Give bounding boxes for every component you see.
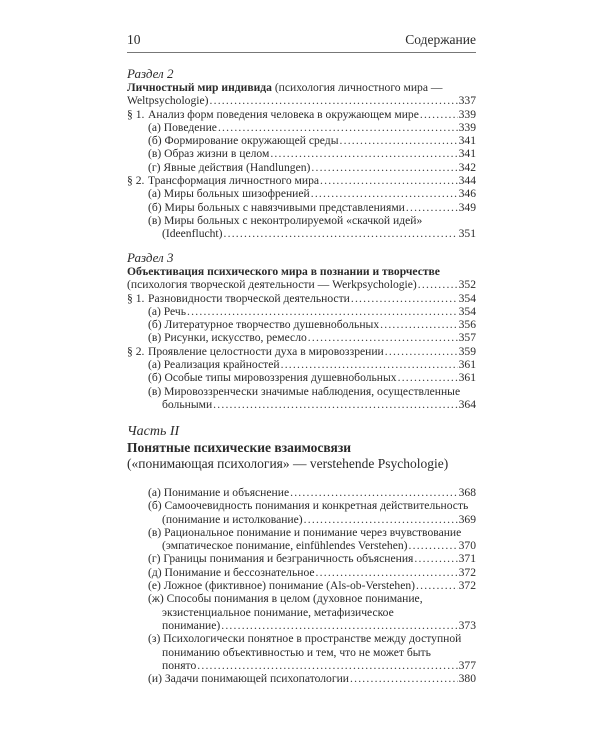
entry-text: (а) Понимание и объяснение	[148, 486, 290, 499]
toc-entry[interactable]	[127, 345, 476, 358]
entry-text: (г) Границы понимания и безграничность объяснения	[148, 552, 414, 566]
toc-entry[interactable]	[127, 278, 476, 291]
entry-text: (эмпатическое понимание, einfühlendes Verstehen)	[162, 539, 408, 553]
leader-dots	[218, 121, 458, 134]
toc-entry[interactable]	[127, 161, 476, 174]
entry-page: 341	[458, 147, 476, 161]
leader-dots	[197, 659, 457, 672]
leader-dots	[213, 398, 457, 411]
entry-title: Проявление целостности духа в мировоззрении	[148, 344, 384, 358]
toc-entry[interactable]	[127, 579, 476, 592]
section-label: Раздел 3	[127, 250, 174, 265]
entry-page: 370	[458, 539, 476, 553]
section-label: Раздел 2	[127, 66, 174, 81]
leader-dots	[311, 161, 457, 174]
entry-title: Разновидности творческой деятельности	[148, 291, 350, 305]
leader-dots	[187, 305, 458, 318]
entry-page: 357	[458, 331, 476, 345]
entry-text: (понимание и истолкование)	[162, 512, 303, 526]
entry-text: (д) Понимание и бессознательное	[148, 565, 315, 579]
entry-text: (в) Образ жизни в целом	[148, 147, 270, 161]
leader-dots	[420, 108, 458, 121]
toc-entry[interactable]	[127, 147, 476, 160]
toc-entry-continuation[interactable]	[127, 227, 476, 240]
leader-dots	[350, 672, 458, 685]
entry-text	[127, 345, 384, 358]
entry-page: 372	[458, 565, 476, 579]
entry-page: 368	[458, 486, 476, 499]
toc-entry-line[interactable]: (ж) Способы понимания в целом (духовное понимание,	[148, 592, 423, 606]
toc-entry[interactable]	[127, 305, 476, 318]
paragraph-mark: § 1.	[127, 291, 145, 305]
entry-text	[127, 108, 419, 121]
toc-entry[interactable]	[127, 672, 476, 685]
section-title	[127, 81, 476, 94]
leader-dots	[290, 486, 458, 499]
entry-text: (Ideenflucht)	[162, 227, 223, 241]
entry-text: (в) Рисунки, искусство, ремесло	[148, 331, 307, 345]
part-subtitle: («понимающая психология» — verstehende Psychologie)	[127, 456, 449, 471]
leader-dots	[340, 134, 458, 147]
entry-page: 354	[458, 304, 476, 318]
leader-dots	[224, 227, 458, 240]
running-title: Содержание	[405, 32, 476, 47]
entry-text: понято	[162, 658, 197, 672]
toc-entry-line[interactable]: (в) Миры больных с неконтролируемой «скачкой идей»	[148, 213, 423, 227]
entry-page: 364	[458, 397, 476, 411]
section-title-rest: (психология личностного мира —	[271, 81, 443, 94]
entry-page: 361	[458, 371, 476, 385]
toc-entry[interactable]	[127, 174, 476, 187]
toc-entry[interactable]	[127, 292, 476, 305]
leader-dots	[414, 552, 457, 565]
section-3	[127, 250, 476, 411]
entry-page: 380	[458, 672, 476, 686]
entry-page: 369	[458, 512, 476, 526]
section-title: Объективация психического мира в познании и творчестве	[127, 265, 440, 278]
entry-page: 354	[458, 291, 476, 305]
section-title-bold: Личностный мир индивида	[127, 81, 272, 94]
toc-entry[interactable]	[127, 331, 476, 344]
toc-entry[interactable]	[127, 358, 476, 371]
leader-dots	[308, 331, 458, 344]
leader-dots	[320, 174, 458, 187]
part-title: Понятные психические взаимосвязи	[127, 440, 352, 455]
entry-page: 351	[458, 227, 476, 241]
entry-text: (б) Миры больных с навязчивыми представлениями	[148, 200, 405, 214]
entry-text: (и) Задачи понимающей психопатологии	[148, 672, 350, 686]
leader-dots	[351, 292, 458, 305]
toc-entry-continuation[interactable]	[127, 539, 476, 552]
entry-page: 344	[458, 174, 476, 188]
leader-dots	[409, 539, 458, 552]
entry-page: 373	[458, 618, 476, 632]
toc-entry[interactable]	[127, 552, 476, 565]
part-label: Часть II	[127, 424, 180, 439]
leader-dots	[418, 278, 458, 291]
leader-dots	[406, 201, 458, 214]
entry-text: (б) Формирование окружающей среды	[148, 134, 339, 148]
toc-entry-line[interactable]: (в) Мировоззренчески значимые наблюдения, осуществленные	[148, 384, 461, 398]
entry-text: (а) Речь	[148, 304, 187, 318]
entry-page: 339	[458, 120, 476, 134]
leader-dots	[270, 147, 457, 160]
toc-entry[interactable]	[127, 134, 476, 147]
toc-entry-line[interactable]: (з) Психологически понятное в пространстве между доступной	[148, 632, 462, 646]
page-number: 10	[127, 32, 141, 47]
toc-entry[interactable]	[127, 121, 476, 134]
entry-page: 377	[458, 658, 476, 672]
entry-page: 356	[458, 318, 476, 332]
leader-dots	[281, 358, 458, 371]
toc-entry[interactable]	[127, 371, 476, 384]
toc-entry[interactable]	[127, 201, 476, 214]
spacer	[127, 472, 476, 486]
toc-entry-continuation[interactable]	[127, 398, 476, 411]
section-2	[127, 66, 476, 241]
leader-dots	[380, 318, 457, 331]
leader-dots	[304, 513, 458, 526]
leader-dots	[416, 579, 458, 592]
entry-text: (а) Поведение	[148, 120, 217, 134]
leader-dots	[221, 619, 457, 632]
entry-text: (а) Миры больных шизофренией	[148, 187, 310, 201]
leader-dots	[385, 345, 458, 358]
toc-entry-line[interactable]: пониманию объективностью и тем, что не может быть	[162, 645, 431, 659]
entry-text: понимание)	[162, 618, 221, 632]
entry-page: 361	[458, 358, 476, 372]
leader-dots	[210, 94, 458, 107]
entry-text: (г) Явные действия (Handlungen)	[148, 160, 311, 174]
toc-entry[interactable]	[127, 187, 476, 200]
entry-title: Трансформация личностного мира	[148, 174, 320, 188]
entry-text: (е) Ложное (фиктивное) понимание (Als-ob-Verstehen)	[148, 579, 416, 593]
toc-entry[interactable]	[127, 108, 476, 121]
entry-page: 372	[458, 579, 476, 593]
entry-page: 341	[458, 134, 476, 148]
toc-entry[interactable]	[127, 94, 476, 107]
paragraph-mark: § 2.	[127, 174, 145, 188]
entry-text: (б) Особые типы мировоззрения душевнобольных	[148, 371, 397, 385]
entry-text	[127, 292, 350, 305]
entry-page: 371	[458, 552, 476, 566]
entry-title: Анализ форм поведения человека в окружающем мире	[148, 107, 419, 121]
toc-entry-line[interactable]: экзистенциальное понимание, метафизическое	[162, 605, 394, 619]
entry-page: 352	[458, 278, 476, 292]
entry-page: 339	[458, 107, 476, 121]
leader-dots	[311, 187, 458, 200]
running-header	[127, 30, 476, 53]
paragraph-mark: § 2.	[127, 344, 145, 358]
toc-entry-continuation[interactable]	[127, 513, 476, 526]
paragraph-mark: § 1.	[127, 107, 145, 121]
entry-text: больными	[162, 397, 213, 411]
entry-page: 349	[458, 200, 476, 214]
part-2	[127, 424, 476, 685]
toc-entry-continuation[interactable]	[127, 619, 476, 632]
entry-page: 337	[458, 94, 476, 108]
leader-dots	[316, 566, 458, 579]
toc-entry-line[interactable]: (в) Рациональное понимание и понимание через вчувствование	[148, 525, 462, 539]
toc-entry-line[interactable]: (б) Самоочевидность понимания и конкретная действительность	[148, 499, 469, 513]
toc-entry[interactable]	[127, 318, 476, 331]
entry-text	[127, 174, 319, 187]
toc-entry-continuation[interactable]	[127, 659, 476, 672]
toc-entry[interactable]	[127, 486, 476, 499]
entry-text: (а) Реализация крайностей	[148, 358, 280, 372]
entry-page: 342	[458, 160, 476, 174]
entry-text: Weltpsychologie)	[127, 94, 209, 108]
entry-page: 346	[458, 187, 476, 201]
leader-dots	[398, 371, 458, 384]
toc-entry[interactable]	[127, 566, 476, 579]
entry-text: (б) Литературное творчество душевнобольных	[148, 318, 380, 332]
entry-page: 359	[458, 344, 476, 358]
entry-text: (психология творческой деятельности — Werkpsychologie)	[127, 278, 417, 292]
